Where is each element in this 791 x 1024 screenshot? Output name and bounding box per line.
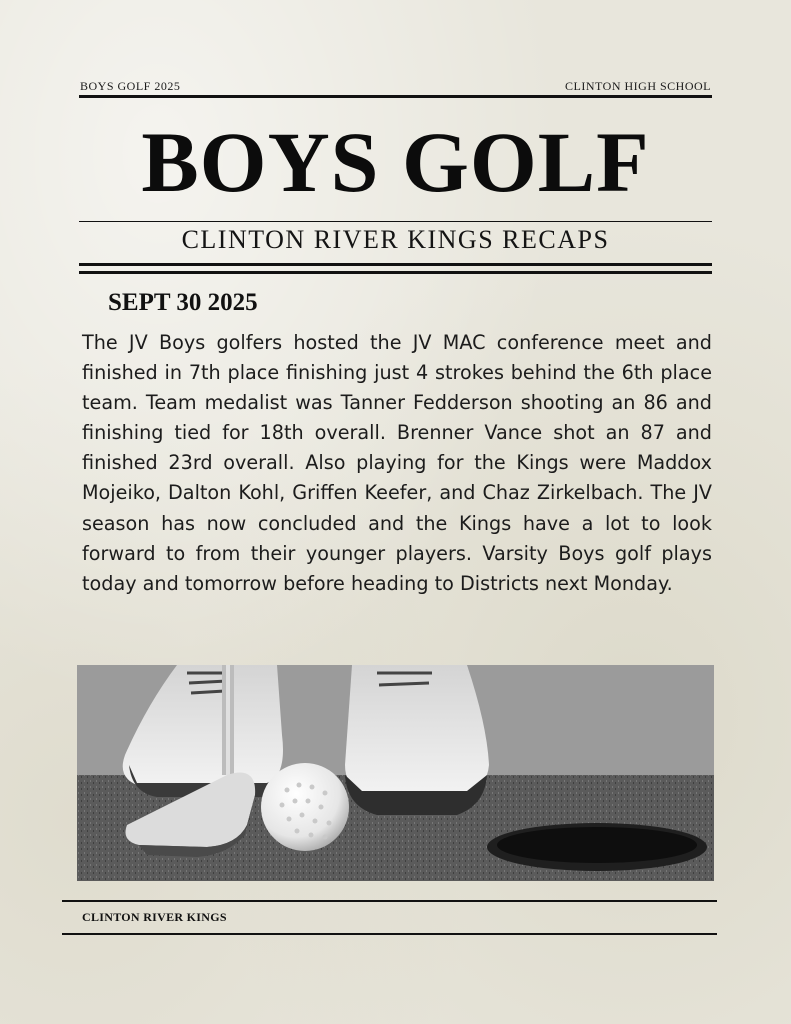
footer-rule-top (62, 900, 717, 902)
footer-label: CLINTON RIVER KINGS (82, 910, 227, 924)
title-rule (79, 221, 712, 222)
footer-rule-bottom (62, 933, 717, 935)
header-right-label: CLINTON HIGH SCHOOL (565, 79, 711, 93)
article-body: The JV Boys golfers hosted the JV MAC conference meet and finished in 7th place finishing just 4 strokes behind the 6th place team. Team medalist was Tanner Fedderson shooting an 86 and finishing tied for 18th overall. Brenner Vance shot an 87 and finished 23rd overall. Also playing for the Kings were Maddox Mojeiko, Dalton Kohl, Griffen Keefer, and Chaz Zirkelbach. The JV season has now concluded and the Kings have a lot to look forward to from their younger players. Varsity Boys golf plays today and tomorrow before heading to Districts next Monday. (82, 331, 712, 595)
article-date: SEPT 30 2025 (108, 289, 258, 316)
subtitle-rule-top (79, 263, 712, 266)
page-subtitle: CLINTON RIVER KINGS RECAPS (181, 225, 610, 254)
page-title: BOYS GOLF (141, 114, 650, 210)
golf-photo-icon (77, 665, 714, 881)
header-rule (79, 95, 712, 98)
golf-photo (77, 665, 714, 881)
header-left-label: BOYS GOLF 2025 (80, 79, 181, 93)
subtitle-rule-bottom (79, 271, 712, 274)
